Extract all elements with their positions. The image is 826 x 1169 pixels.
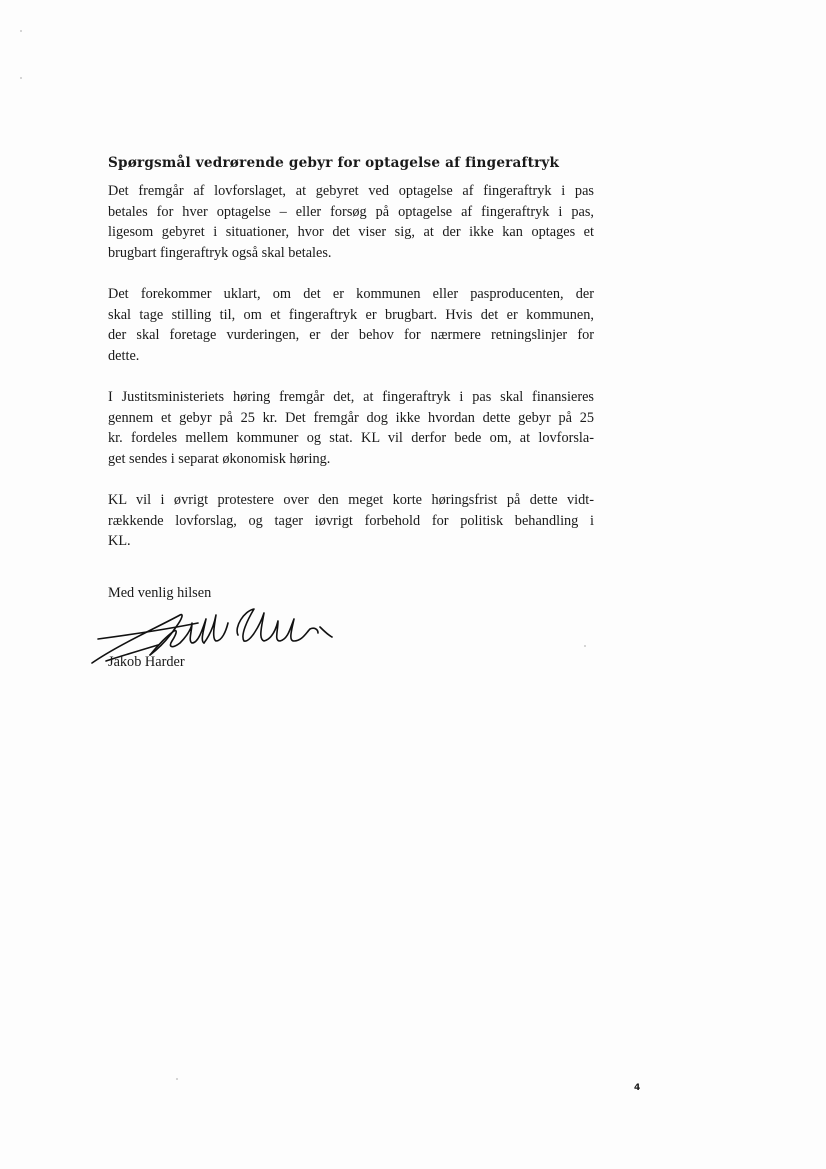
paragraph-line: rækkende lovforslag, og tager iøvrigt forbehold for politisk behandling i: [108, 512, 594, 529]
paragraph-line: KL vil i øvrigt protestere over den meget korte høringsfrist på dette vidt-: [108, 491, 594, 508]
letter-body: [108, 153, 594, 572]
paragraph-line: ligesom gebyret i situationer, hvor det viser sig, at der ikke kan optages et: [108, 224, 594, 241]
paragraph-line: get sendes i separat økonomisk høring.: [108, 450, 331, 467]
paragraph-line: skal tage stilling til, om et fingeraftryk er brugbart. Hvis det er kommunen,: [108, 306, 594, 323]
section-heading: Spørgsmål vedrørende gebyr for optagelse af fingeraftryk: [108, 155, 560, 171]
paragraph: [108, 490, 594, 552]
signer-name: Jakob Harder: [108, 654, 185, 670]
paragraph-line: brugbart fingeraftryk også skal betales.: [108, 244, 332, 261]
paragraph: [108, 284, 594, 366]
paragraph-line: gennem et gebyr på 25 kr. Det fremgår dog ikke hvordan dette gebyr på 25: [108, 409, 594, 426]
scan-speck: [20, 30, 22, 32]
paragraph: [108, 181, 594, 263]
paragraph-line: KL.: [108, 533, 131, 550]
closing-salutation: Med venlig hilsen: [108, 585, 212, 601]
paragraph-line: Det forekommer uklart, om det er kommunen eller pasproducenten, der: [108, 285, 594, 302]
scan-speck: [176, 1078, 178, 1080]
paragraph-line: kr. fordeles mellem kommuner og stat. KL vil derfor bede om, at lovforsla-: [108, 430, 594, 447]
scan-speck: [584, 645, 586, 647]
paragraph-line: betales for hver optagelse – eller forsøg på optagelse af fingeraftryk i pas,: [108, 203, 594, 220]
scan-speck: [20, 77, 22, 79]
page-number: 4: [634, 1083, 641, 1093]
paragraph-line: der skal foretage vurderingen, er der behov for nærmere retningslinjer for: [108, 327, 594, 344]
paragraph-line: I Justitsministeriets høring fremgår det, at fingeraftryk i pas skal finansieres: [108, 388, 594, 405]
paragraph-line: Det fremgår af lovforslaget, at gebyret ved optagelse af fingeraftryk i pas: [108, 183, 594, 199]
paragraph: [108, 387, 594, 469]
paragraph-line: dette.: [108, 347, 140, 364]
